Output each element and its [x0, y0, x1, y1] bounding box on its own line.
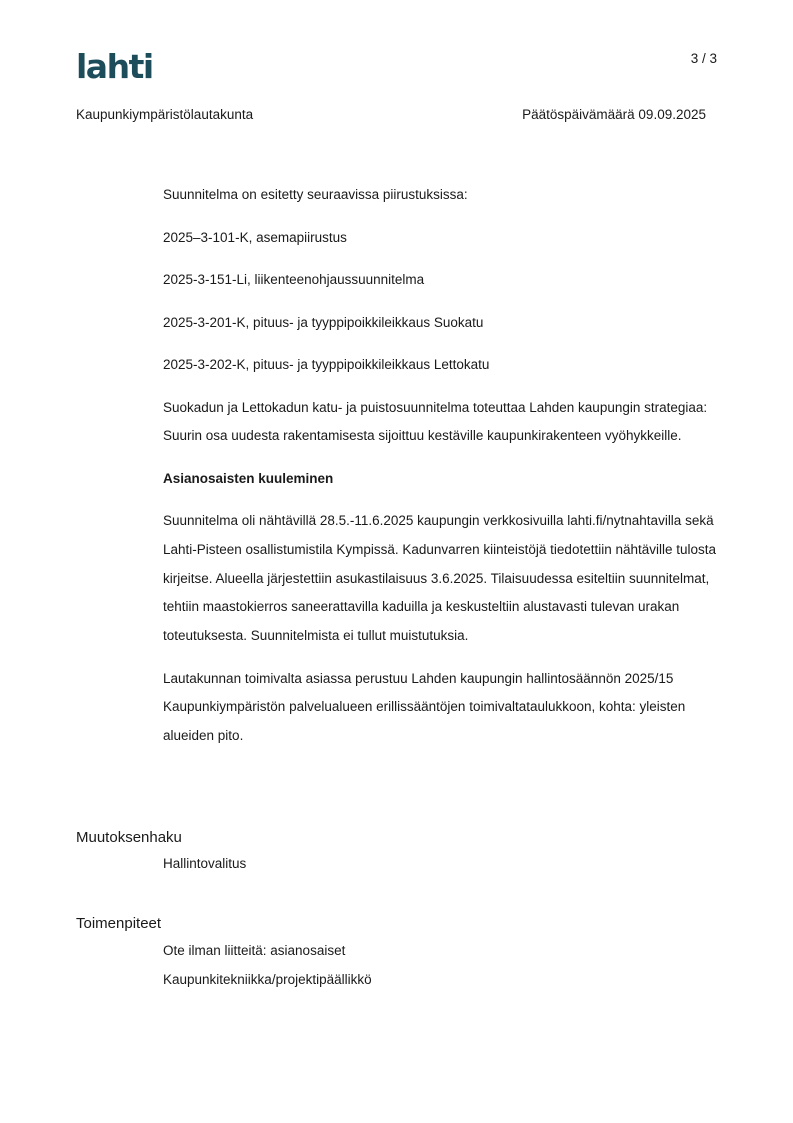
actions-heading: Toimenpiteet — [76, 915, 162, 932]
action-item: Kaupunkitekniikka/projektipäällikkö — [163, 972, 372, 987]
lahti-logo — [76, 46, 168, 82]
page-number: 3 / 3 — [690, 51, 717, 66]
drawing-item: 2025-3-202-K, pituus- ja tyyppipoikkileikkaus Lettokatu — [163, 357, 490, 372]
drawing-item: 2025–3-101-K, asemapiirustus — [163, 229, 347, 245]
decision-body — [163, 181, 723, 764]
decision-date: Päätöspäivämäärä 09.09.2025 — [522, 107, 706, 122]
committee-name: Kaupunkiympäristölautakunta — [76, 107, 254, 122]
drawing-item: 2025-3-151-Li, liikenteenohjaussuunnitelma — [163, 272, 425, 287]
drawings-intro: Suunnitelma on esitetty seuraavissa piirustuksissa: — [163, 187, 468, 202]
hearing-paragraph: Suunnitelma oli nähtävillä 28.5.-11.6.2025 kaupungin verkkosivuilla lahti.fi/nytnahtavilla sekä Lahti-Pisteen osallistumistila Kympissä. Kadunvarren kiinteistöjä tiedotettiin nähtäville tulosta kirjeitse. Alueella järjestettiin asukastilaisuus 3.6.2025. Tilaisuudessa esiteltiin suunnitelmat, tehtiin maastokierros saneerattavilla kaduilla ja keskusteltiin alustavasti tulevan urakan toteutuksesta. Suunnitelmista ei tullut muistutuksia. — [163, 513, 717, 644]
drawing-item: 2025-3-201-K, pituus- ja tyyppipoikkileikkaus Suokatu — [163, 314, 484, 330]
action-item: Ote ilman liitteitä: asianosaiset — [163, 943, 346, 958]
lahti-logo-mark — [76, 46, 168, 82]
hearing-heading: Asianosaisten kuuleminen — [163, 470, 334, 486]
svg-text:lahti: lahti — [76, 47, 153, 82]
strategy-paragraph: Suokadun ja Lettokadun katu- ja puistosuunnitelma toteuttaa Lahden kaupungin strategiaa: Suurin osa uudesta rakentamisesta sijoittuu kestäville kaupunkirakenteen vyöhykkeille. — [163, 399, 708, 444]
appeal-heading: Muutoksenhaku — [76, 829, 182, 846]
appeal-value: Hallintovalitus — [163, 856, 247, 871]
authority-paragraph: Lautakunnan toimivalta asiassa perustuu Lahden kaupungin hallintosäännön 2025/15 Kaupunkiympäristön palvelualueen erillissääntöjen toimivaltataulukkoon, kohta: yleisten alueiden pito. — [163, 670, 686, 743]
